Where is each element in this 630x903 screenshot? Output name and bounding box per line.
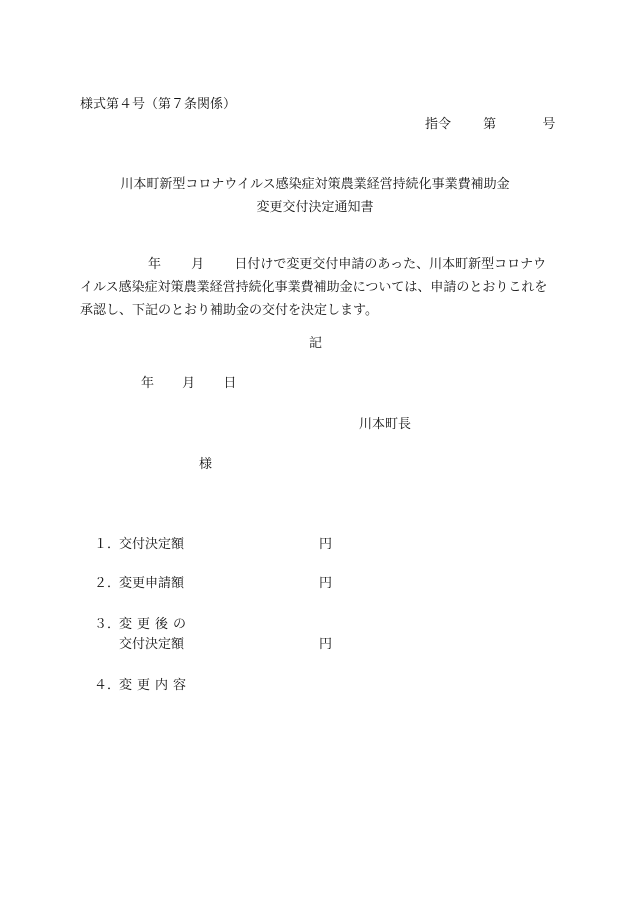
issuer: 川本町長 [359,417,412,432]
item-3-label-line1: 変更後の [119,617,192,632]
date-day: 日 [223,376,237,391]
body-paragraph [80,253,552,322]
body-year: 年 [148,257,162,272]
addressee-suffix: 様 [199,457,213,472]
ki-heading: 記 [309,336,323,351]
directive-dai: 第 [483,117,497,132]
issue-date [141,377,236,390]
item-3-number: ３． [94,617,121,632]
directive-label: 指令 [425,117,452,132]
date-month: 月 [182,376,196,391]
item-2-label: 変更申請額 [119,576,185,591]
item-4-label: 変更内容 [119,678,192,693]
item-1-label: 交付決定額 [119,537,185,552]
item-2-unit: 円 [319,576,333,591]
item-2-number: ２． [94,576,121,591]
item-4-number: ４． [94,678,121,693]
body-text-line1: 日付けで変更交付申請のあった、川本町新型コロナウ [234,257,546,272]
item-3-unit: 円 [319,637,333,652]
directive-go: 号 [542,117,556,132]
title-line-2: 変更交付決定通知書 [256,200,374,215]
item-1-unit: 円 [319,537,333,552]
item-1-number: １． [94,537,121,552]
body-text-rest: イルス感染症対策農業経営持続化事業費補助金については、申請のとおりこれを承認し、下記のとおり補助金の交付を決定します。 [80,280,548,318]
directive-number [425,118,555,131]
title-line-1: 川本町新型コロナウイルス感染症対策農業経営持続化事業費補助金 [120,177,510,192]
date-year: 年 [141,376,155,391]
body-month: 月 [191,257,205,272]
form-number: 様式第４号（第７条関係） [80,97,237,112]
item-3-label-line2: 交付決定額 [119,637,185,652]
